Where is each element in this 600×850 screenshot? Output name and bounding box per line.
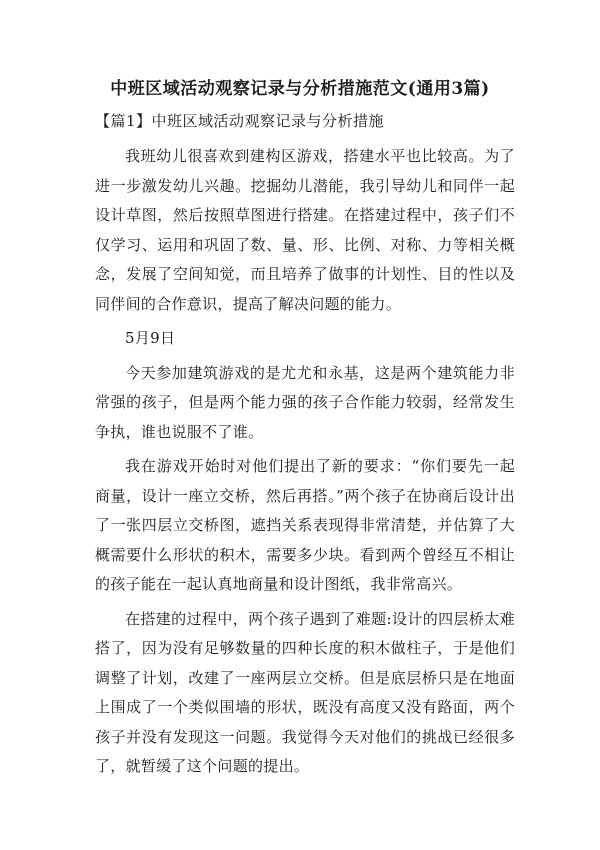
document-title: 中班区域活动观察记录与分析措施范文(通用3篇) xyxy=(110,79,490,99)
paragraph-problem: 在搭建的过程中，两个孩子遇到了难题:设计的四层桥太难搭了，因为没有足够数量的四种长度的积木做柱子，于是他们调整了计划，改建了一座两层立交桥。但是底层桥只是在地面上围成了一个类似围墙的形状，既没有高度又没有路面，两个孩子并没有发现这一问题。我觉得今天对他们的挑战已经很多了，就暂缓了这个问题的提出。 xyxy=(95,609,515,775)
document-body xyxy=(95,142,515,787)
section-heading: 【篇1】中班区域活动观察记录与分析措施 xyxy=(95,112,385,130)
paragraph-participants: 今天参加建筑游戏的是尤尤和永基，这是两个建筑能力非常强的孩子，但是两个能力强的孩子合作能力较弱，经常发生争执，谁也说服不了谁。 xyxy=(95,363,515,441)
paragraph-date: 5月9日 xyxy=(125,329,176,347)
paragraph-requirement: 我在游戏开始时对他们提出了新的要求：“你们要先一起商量，设计一座立交桥，然后再搭。”两个孩子在协商后设计出了一张四层立交桥图，遮挡关系表现得非常清楚，并估算了大概需要什么形状的积木，需要多少块。看到两个曾经互不相让的孩子能在一起认真地商量和设计图纸，我非常高兴。 xyxy=(95,457,515,593)
paragraph-intro: 我班幼儿很喜欢到建构区游戏，搭建水平也比较高。为了进一步激发幼儿兴趣。挖掘幼儿潜能，我引导幼儿和同伴一起设计草图，然后按照草图进行搭建。在搭建过程中，孩子们不仅学习、运用和巩固了数、量、形、比例、对称、力等相关概念，发展了空间知觉，而且培养了做事的计划性、目的性以及同伴间的合作意识，提高了解决问题的能力。 xyxy=(95,147,515,313)
